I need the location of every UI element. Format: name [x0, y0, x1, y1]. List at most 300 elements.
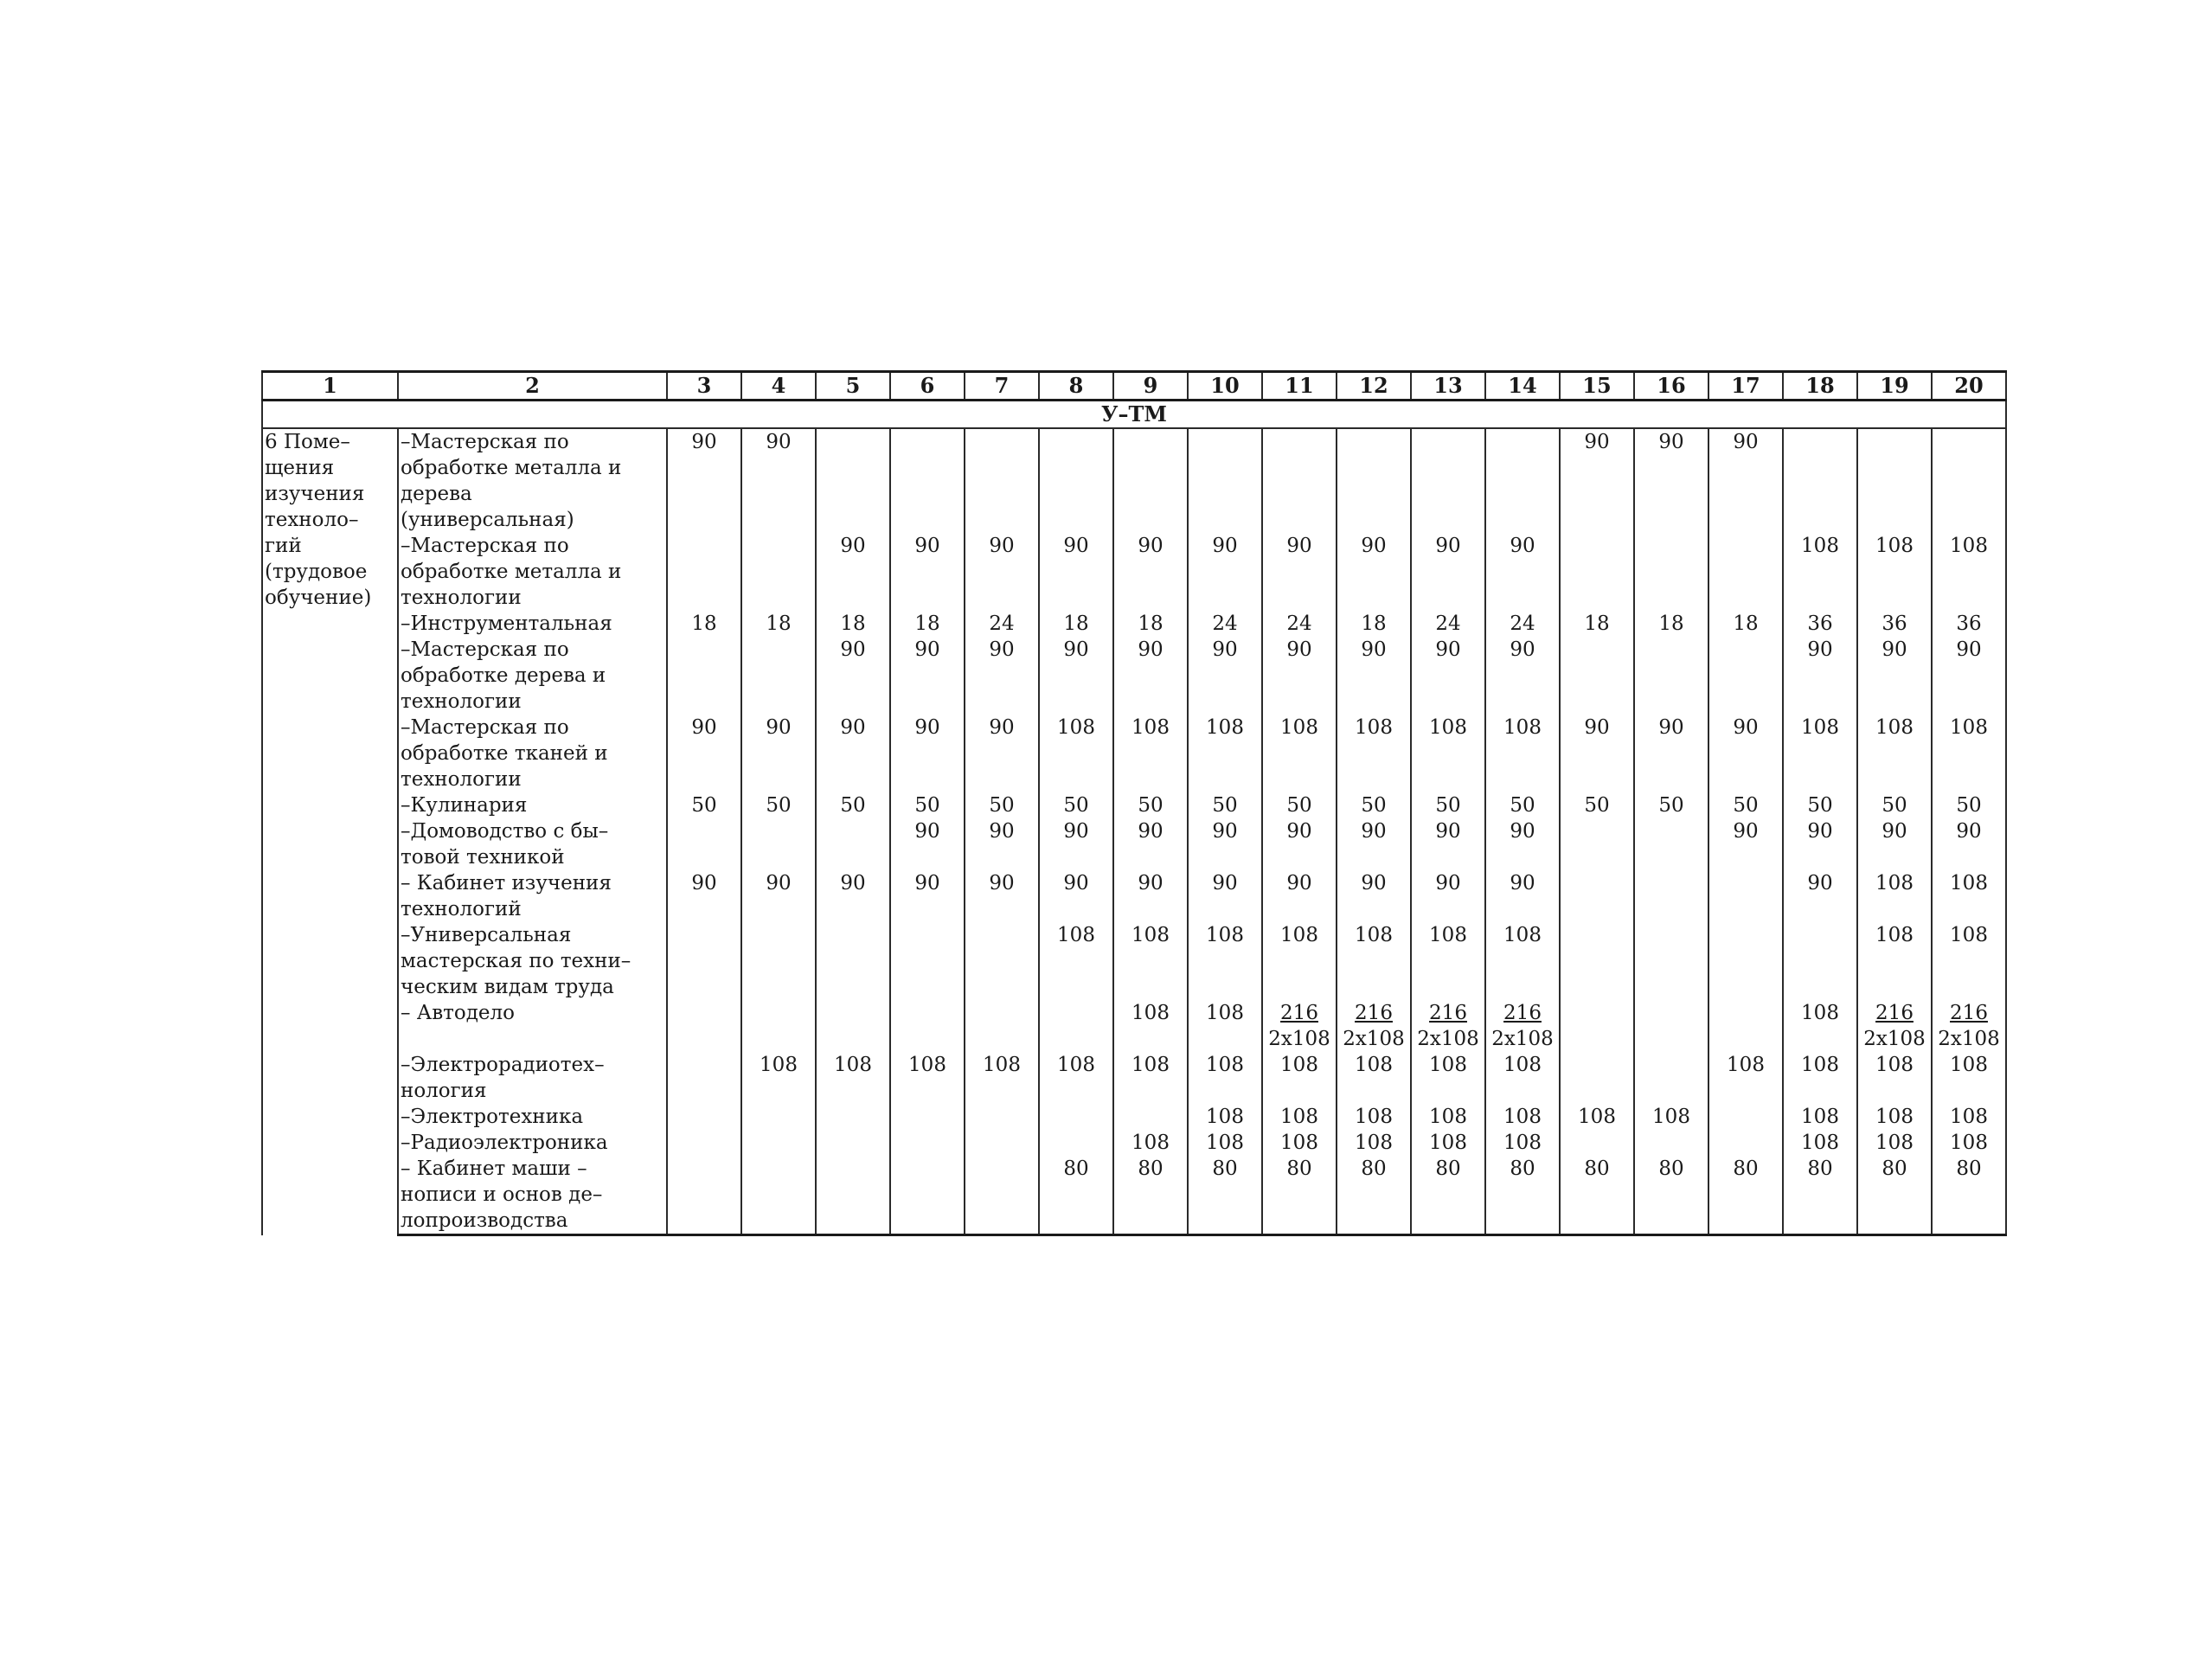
value-cell: 108 — [1411, 1052, 1485, 1104]
value-cell: 80 — [1857, 1156, 1932, 1235]
value-cell — [1560, 1130, 1634, 1156]
value-cell — [1039, 1130, 1113, 1156]
value-cell — [1560, 1052, 1634, 1104]
value-cell: 90 — [1188, 637, 1262, 715]
value-cell: 108 — [1113, 922, 1188, 1000]
value-cell: 50 — [1932, 792, 2006, 818]
column-header-7: 7 — [965, 372, 1039, 401]
value-cell: 90 — [1039, 637, 1113, 715]
value-cell — [1634, 1052, 1708, 1104]
value-cell: 108 — [1411, 715, 1485, 792]
value-cell: 18 — [1560, 611, 1634, 637]
value-cell: 90 — [1262, 533, 1337, 611]
value-cell: 108 — [1113, 1052, 1188, 1104]
value-cell: 24 — [1411, 611, 1485, 637]
value-cell: 108 — [1857, 1130, 1932, 1156]
value-cell: 80 — [1634, 1156, 1708, 1235]
column-header-1: 1 — [262, 372, 398, 401]
value-cell: 80 — [1337, 1156, 1411, 1235]
value-cell: 90 — [890, 715, 965, 792]
value-cell — [1708, 1104, 1783, 1130]
table-row — [262, 818, 2006, 870]
room-name: –Мастерская по обработке металла и дерева (универсальная) — [398, 428, 667, 533]
room-name: –Домоводство с бы– товой техникой — [398, 818, 667, 870]
value-cell: 90 — [667, 428, 741, 533]
value-cell: 24 — [1485, 611, 1560, 637]
value-cell: 108 — [1783, 1130, 1857, 1156]
value-cell: 90 — [1708, 715, 1783, 792]
value-cell: 90 — [816, 533, 890, 611]
room-name: –Мастерская по обработке тканей и технологии — [398, 715, 667, 792]
value-cell — [741, 533, 816, 611]
column-header-10: 10 — [1188, 372, 1262, 401]
column-header-9: 9 — [1113, 372, 1188, 401]
value-cell — [965, 1000, 1039, 1052]
value-cell — [667, 1156, 741, 1235]
table-row — [262, 922, 2006, 1000]
table-row — [262, 611, 2006, 637]
value-cell: 108 — [1188, 1130, 1262, 1156]
value-cell: 108 — [1262, 715, 1337, 792]
value-cell — [741, 1130, 816, 1156]
value-cell: 216 2x108 — [1337, 1000, 1411, 1052]
value-cell: 108 — [1485, 1130, 1560, 1156]
value-cell: 108 — [1039, 922, 1113, 1000]
value-cell: 108 — [1932, 533, 2006, 611]
value-cell — [1337, 428, 1411, 533]
value-cell: 50 — [1708, 792, 1783, 818]
value-cell: 108 — [1932, 1052, 2006, 1104]
value-cell: 90 — [1634, 428, 1708, 533]
value-cell: 36 — [1783, 611, 1857, 637]
value-cell: 108 — [1337, 1130, 1411, 1156]
value-cell: 90 — [1634, 715, 1708, 792]
column-header-12: 12 — [1337, 372, 1411, 401]
value-cell: 108 — [1932, 1130, 2006, 1156]
value-cell: 50 — [965, 792, 1039, 818]
column-header-8: 8 — [1039, 372, 1113, 401]
value-cell: 90 — [1485, 637, 1560, 715]
value-cell: 108 — [816, 1052, 890, 1104]
value-cell: 90 — [890, 533, 965, 611]
room-name: –Радиоэлектроника — [398, 1130, 667, 1156]
value-cell — [667, 637, 741, 715]
value-cell — [667, 1000, 741, 1052]
value-cell: 24 — [1262, 611, 1337, 637]
column-header-20: 20 — [1932, 372, 2006, 401]
value-cell: 108 — [1262, 1130, 1337, 1156]
value-cell — [890, 1130, 965, 1156]
value-cell — [667, 922, 741, 1000]
value-cell — [890, 1104, 965, 1130]
value-cell — [741, 922, 816, 1000]
value-cell: 90 — [1188, 533, 1262, 611]
value-cell: 90 — [1188, 818, 1262, 870]
value-cell — [1783, 922, 1857, 1000]
value-cell — [816, 1104, 890, 1130]
value-cell — [667, 818, 741, 870]
value-cell — [1485, 428, 1560, 533]
value-cell: 50 — [667, 792, 741, 818]
value-cell — [1783, 428, 1857, 533]
value-cell: 108 — [1485, 922, 1560, 1000]
value-cell: 108 — [1932, 922, 2006, 1000]
value-cell — [1411, 428, 1485, 533]
value-cell: 108 — [1857, 870, 1932, 922]
value-cell: 90 — [965, 637, 1039, 715]
column-header-11: 11 — [1262, 372, 1337, 401]
value-cell: 216 2x108 — [1932, 1000, 2006, 1052]
value-cell — [965, 1130, 1039, 1156]
value-cell: 90 — [1039, 870, 1113, 922]
value-cell: 108 — [1857, 715, 1932, 792]
value-cell: 108 — [1485, 1104, 1560, 1130]
value-cell: 108 — [1485, 715, 1560, 792]
value-cell: 108 — [1857, 922, 1932, 1000]
value-cell: 90 — [1337, 818, 1411, 870]
section-label: У–ТМ — [262, 401, 2006, 429]
value-cell: 90 — [816, 715, 890, 792]
room-name: –Универсальная мастерская по техни– ческим видам труда — [398, 922, 667, 1000]
room-name: – Кабинет маши – нописи и основ де– лопроизводства — [398, 1156, 667, 1235]
value-cell: 50 — [1857, 792, 1932, 818]
value-cell: 50 — [1113, 792, 1188, 818]
table-row — [262, 637, 2006, 715]
value-cell: 90 — [1708, 818, 1783, 870]
value-cell: 108 — [1634, 1104, 1708, 1130]
value-cell: 108 — [1188, 922, 1262, 1000]
value-cell: 90 — [1411, 818, 1485, 870]
value-cell: 90 — [667, 715, 741, 792]
value-cell: 108 — [1411, 1104, 1485, 1130]
column-number-header-row — [262, 372, 2006, 401]
value-cell: 36 — [1932, 611, 2006, 637]
value-cell: 50 — [1783, 792, 1857, 818]
column-header-17: 17 — [1708, 372, 1783, 401]
value-cell: 90 — [965, 870, 1039, 922]
value-cell: 108 — [1783, 533, 1857, 611]
value-cell: 90 — [741, 428, 816, 533]
value-cell: 108 — [1337, 1052, 1411, 1104]
value-cell: 90 — [816, 870, 890, 922]
value-cell: 18 — [1039, 611, 1113, 637]
value-cell: 50 — [1485, 792, 1560, 818]
value-cell — [667, 1104, 741, 1130]
value-cell — [890, 1156, 965, 1235]
column-header-4: 4 — [741, 372, 816, 401]
value-cell: 90 — [1411, 533, 1485, 611]
value-cell: 50 — [1411, 792, 1485, 818]
table-row — [262, 1000, 2006, 1052]
room-name: –Мастерская по обработке металла и технологии — [398, 533, 667, 611]
value-cell: 216 2x108 — [1485, 1000, 1560, 1052]
requirements-table — [261, 370, 2007, 1236]
table-row — [262, 870, 2006, 922]
room-name: – Кабинет изучения технологий — [398, 870, 667, 922]
value-cell — [1560, 922, 1634, 1000]
value-cell — [1039, 1104, 1113, 1130]
value-cell — [965, 1104, 1039, 1130]
value-cell — [1188, 428, 1262, 533]
value-cell: 108 — [1039, 715, 1113, 792]
room-name: –Электротехника — [398, 1104, 667, 1130]
value-cell — [965, 922, 1039, 1000]
value-cell — [1634, 637, 1708, 715]
value-cell: 108 — [1337, 715, 1411, 792]
column-header-15: 15 — [1560, 372, 1634, 401]
value-cell: 18 — [1708, 611, 1783, 637]
value-cell — [1932, 428, 2006, 533]
value-cell: 50 — [1188, 792, 1262, 818]
value-cell — [816, 1000, 890, 1052]
value-cell: 36 — [1857, 611, 1932, 637]
value-cell: 90 — [1932, 818, 2006, 870]
value-cell — [741, 1104, 816, 1130]
value-cell — [816, 922, 890, 1000]
value-cell — [741, 1156, 816, 1235]
value-cell: 90 — [965, 715, 1039, 792]
value-cell — [667, 533, 741, 611]
room-name: –Электрорадиотех– нология — [398, 1052, 667, 1104]
table-row — [262, 428, 2006, 533]
value-cell — [1634, 1130, 1708, 1156]
value-cell: 18 — [1634, 611, 1708, 637]
value-cell: 50 — [1039, 792, 1113, 818]
value-cell: 90 — [1039, 533, 1113, 611]
value-cell: 90 — [1337, 533, 1411, 611]
value-cell: 90 — [890, 637, 965, 715]
value-cell: 18 — [667, 611, 741, 637]
value-cell — [816, 1130, 890, 1156]
value-cell: 108 — [1188, 1052, 1262, 1104]
value-cell: 216 2x108 — [1857, 1000, 1932, 1052]
value-cell: 90 — [1932, 637, 2006, 715]
value-cell — [741, 1000, 816, 1052]
value-cell: 90 — [1039, 818, 1113, 870]
value-cell: 90 — [1337, 870, 1411, 922]
column-header-19: 19 — [1857, 372, 1932, 401]
value-cell — [741, 818, 816, 870]
value-cell: 90 — [1262, 637, 1337, 715]
value-cell: 50 — [741, 792, 816, 818]
value-cell: 90 — [1411, 870, 1485, 922]
value-cell: 80 — [1708, 1156, 1783, 1235]
value-cell: 90 — [1783, 870, 1857, 922]
value-cell: 108 — [1337, 922, 1411, 1000]
value-cell: 90 — [1113, 637, 1188, 715]
value-cell: 90 — [1113, 533, 1188, 611]
column-header-6: 6 — [890, 372, 965, 401]
room-name: –Мастерская по обработке дерева и технологии — [398, 637, 667, 715]
value-cell: 90 — [741, 870, 816, 922]
value-cell: 90 — [816, 637, 890, 715]
value-cell: 90 — [1485, 870, 1560, 922]
value-cell: 108 — [1783, 1000, 1857, 1052]
value-cell — [890, 922, 965, 1000]
value-cell: 80 — [1485, 1156, 1560, 1235]
value-cell: 108 — [1113, 1130, 1188, 1156]
value-cell: 80 — [1039, 1156, 1113, 1235]
value-cell: 108 — [1932, 715, 2006, 792]
column-header-5: 5 — [816, 372, 890, 401]
value-cell: 80 — [1783, 1156, 1857, 1235]
value-cell — [816, 1156, 890, 1235]
value-cell: 24 — [965, 611, 1039, 637]
value-cell — [1634, 870, 1708, 922]
value-cell — [1634, 818, 1708, 870]
value-cell — [1708, 533, 1783, 611]
value-cell: 108 — [1932, 870, 2006, 922]
room-name: –Кулинария — [398, 792, 667, 818]
value-cell: 90 — [1560, 428, 1634, 533]
value-cell: 108 — [1708, 1052, 1783, 1104]
value-cell: 108 — [1411, 922, 1485, 1000]
value-cell: 216 2x108 — [1411, 1000, 1485, 1052]
value-cell: 90 — [1411, 637, 1485, 715]
value-cell — [1634, 922, 1708, 1000]
value-cell: 80 — [1411, 1156, 1485, 1235]
value-cell: 108 — [1113, 715, 1188, 792]
value-cell: 108 — [1113, 1000, 1188, 1052]
value-cell: 108 — [1262, 1104, 1337, 1130]
value-cell: 18 — [1337, 611, 1411, 637]
value-cell: 108 — [890, 1052, 965, 1104]
value-cell: 50 — [1337, 792, 1411, 818]
value-cell — [1113, 1104, 1188, 1130]
value-cell: 80 — [1560, 1156, 1634, 1235]
room-name: –Инструментальная — [398, 611, 667, 637]
value-cell: 108 — [1262, 1052, 1337, 1104]
value-cell — [741, 637, 816, 715]
value-cell: 90 — [1783, 637, 1857, 715]
value-cell — [1708, 870, 1783, 922]
value-cell — [1560, 533, 1634, 611]
value-cell: 108 — [1857, 1104, 1932, 1130]
value-cell: 108 — [965, 1052, 1039, 1104]
room-name: – Автодело — [398, 1000, 667, 1052]
value-cell — [1560, 1000, 1634, 1052]
column-header-16: 16 — [1634, 372, 1708, 401]
value-cell — [965, 1156, 1039, 1235]
value-cell — [816, 818, 890, 870]
value-cell: 108 — [1188, 1000, 1262, 1052]
value-cell: 108 — [1188, 1104, 1262, 1130]
table-row — [262, 792, 2006, 818]
value-cell: 90 — [1708, 428, 1783, 533]
value-cell: 90 — [965, 818, 1039, 870]
value-cell — [1708, 1000, 1783, 1052]
column-header-2: 2 — [398, 372, 667, 401]
value-cell: 90 — [1857, 637, 1932, 715]
value-cell: 50 — [890, 792, 965, 818]
value-cell — [667, 1130, 741, 1156]
value-cell: 108 — [1857, 1052, 1932, 1104]
value-cell: 90 — [1337, 637, 1411, 715]
value-cell: 108 — [1485, 1052, 1560, 1104]
table-row — [262, 533, 2006, 611]
value-cell: 18 — [741, 611, 816, 637]
column-header-14: 14 — [1485, 372, 1560, 401]
value-cell: 80 — [1262, 1156, 1337, 1235]
value-cell: 108 — [1783, 715, 1857, 792]
value-cell: 216 2x108 — [1262, 1000, 1337, 1052]
value-cell: 18 — [890, 611, 965, 637]
value-cell: 108 — [1783, 1104, 1857, 1130]
value-cell: 108 — [1857, 533, 1932, 611]
value-cell: 108 — [741, 1052, 816, 1104]
value-cell: 50 — [816, 792, 890, 818]
value-cell: 18 — [816, 611, 890, 637]
value-cell: 108 — [1262, 922, 1337, 1000]
value-cell — [1634, 1000, 1708, 1052]
value-cell: 108 — [1783, 1052, 1857, 1104]
value-cell: 24 — [1188, 611, 1262, 637]
value-cell — [890, 428, 965, 533]
value-cell: 108 — [1560, 1104, 1634, 1130]
value-cell: 90 — [1485, 533, 1560, 611]
value-cell — [1113, 428, 1188, 533]
value-cell — [1039, 428, 1113, 533]
value-cell: 90 — [965, 533, 1039, 611]
value-cell: 50 — [1634, 792, 1708, 818]
value-cell — [965, 428, 1039, 533]
value-cell: 90 — [1783, 818, 1857, 870]
table-row — [262, 1052, 2006, 1104]
table-row — [262, 1156, 2006, 1235]
value-cell — [1262, 428, 1337, 533]
group-label: 6 Поме– щения изучения техноло– гий (трудовое обучение) — [262, 428, 398, 1235]
value-cell — [1857, 428, 1932, 533]
table-row — [262, 1104, 2006, 1130]
value-cell: 90 — [1188, 870, 1262, 922]
value-cell: 90 — [1113, 870, 1188, 922]
value-cell: 108 — [1411, 1130, 1485, 1156]
value-cell: 50 — [1560, 792, 1634, 818]
value-cell — [1634, 533, 1708, 611]
value-cell — [1560, 637, 1634, 715]
value-cell: 90 — [1857, 818, 1932, 870]
value-cell — [1708, 922, 1783, 1000]
value-cell — [1560, 870, 1634, 922]
value-cell: 90 — [741, 715, 816, 792]
value-cell: 90 — [890, 870, 965, 922]
value-cell: 108 — [1039, 1052, 1113, 1104]
table-row — [262, 715, 2006, 792]
value-cell — [1708, 1130, 1783, 1156]
value-cell: 90 — [890, 818, 965, 870]
value-cell: 90 — [1560, 715, 1634, 792]
value-cell: 90 — [667, 870, 741, 922]
value-cell — [816, 428, 890, 533]
value-cell: 90 — [1113, 818, 1188, 870]
column-header-3: 3 — [667, 372, 741, 401]
value-cell: 80 — [1113, 1156, 1188, 1235]
value-cell: 90 — [1262, 870, 1337, 922]
value-cell — [1039, 1000, 1113, 1052]
value-cell: 108 — [1188, 715, 1262, 792]
value-cell — [1560, 818, 1634, 870]
value-cell: 80 — [1932, 1156, 2006, 1235]
column-header-13: 13 — [1411, 372, 1485, 401]
value-cell: 90 — [1262, 818, 1337, 870]
value-cell: 90 — [1485, 818, 1560, 870]
value-cell: 80 — [1188, 1156, 1262, 1235]
value-cell: 108 — [1337, 1104, 1411, 1130]
value-cell — [890, 1000, 965, 1052]
column-header-18: 18 — [1783, 372, 1857, 401]
value-cell — [667, 1052, 741, 1104]
value-cell — [1708, 637, 1783, 715]
